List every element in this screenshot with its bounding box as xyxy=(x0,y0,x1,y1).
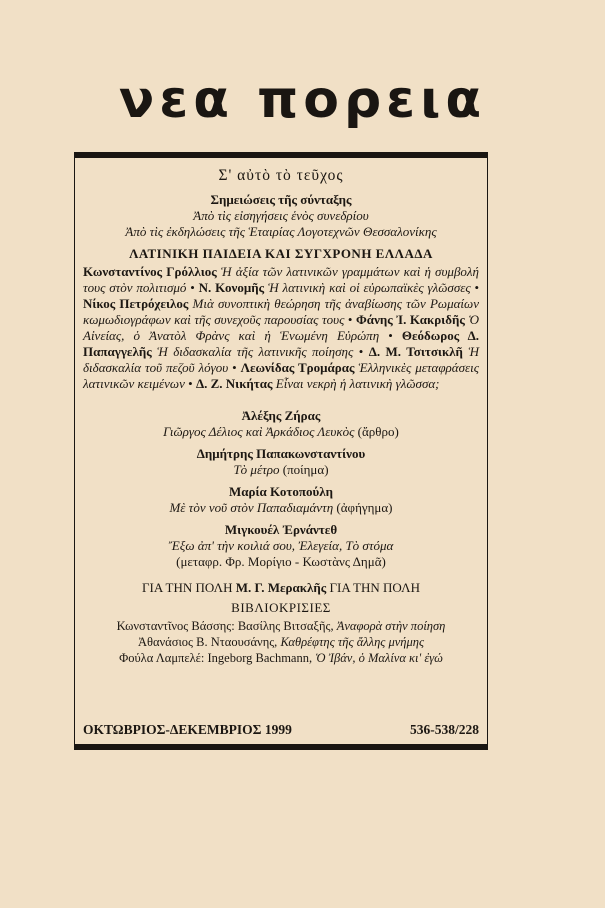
review-reviewer: Κωνσταντῖνος Βάσσης: Βασίλης Βιτσαξῆς, xyxy=(116,619,334,633)
editorial-notes xyxy=(83,192,479,240)
entry-author: Νίκος Πετρόχειλος xyxy=(83,296,189,311)
entry-title: Ἡ ἀξία τῶν λατινικῶν γραμμάτων καὶ ἡ συμβολή τους στὸν πολιτισμό xyxy=(83,264,480,295)
section-title: ΛΑΤΙΝΙΚΗ ΠΑΙΔΕΙΑ ΚΑΙ ΣΥΓΧΡΟΝΗ ΕΛΛΑΔΑ xyxy=(129,246,433,261)
entry-author: Θεόδωρος Δ. Παπαγγελῆς xyxy=(83,328,480,359)
entry-author: Δ. Ζ. Νικήτας xyxy=(195,376,273,391)
entry-title: Ὁ Αἰνείας, ὁ Ἀνατὸλ Φρὰνς καὶ ἡ Ἑνωμένη Εὐρώπη xyxy=(83,312,480,343)
review-book: Ὁ Ἰβάν, ὁ Μαλίνα κι' ἐγώ xyxy=(315,651,443,665)
review-item xyxy=(83,618,479,634)
issue-number: 536-538/228 xyxy=(410,722,479,737)
article-title: Γιῶργος Δέλιος καὶ Ἀρκάδιος Λευκὸς xyxy=(163,424,355,439)
review-book: Καθρέφτης τῆς ἄλλης μνήμης xyxy=(280,635,425,649)
entry-title: Ἡ διδασκαλία τῆς λατινικῆς ποίησης xyxy=(157,344,354,359)
article-title: Ἔξω ἀπ' τὴν κοιλιά σου, Ἐλεγεία, Τὸ στόμα xyxy=(168,538,394,553)
entry-title: Μιὰ συνοπτικὴ θεώρηση τῆς ἀναβίωσης τῶν Ρωμαίων κωμωδιογράφων καὶ τῆς συνεχοῦς παρουσίας τους xyxy=(83,296,479,327)
review-reviewer: Φούλα Λαμπελέ: Ingeborg Bachmann, xyxy=(119,651,313,665)
bullet-separator: • xyxy=(190,280,195,295)
polis-author: Μ. Γ. Μερακλῆς xyxy=(235,580,327,595)
bullet-separator: • xyxy=(347,312,353,327)
issue-footer xyxy=(83,722,479,738)
review-reviewer: Ἀθανάσιος Β. Νταουσάνης, xyxy=(137,635,278,649)
bullet-separator: • xyxy=(474,280,480,295)
entry-title: Ἡ λατινικὴ καὶ οἱ εὐρωπαϊκὲς γλῶσσες xyxy=(267,280,471,295)
bullet-separator: • xyxy=(388,328,393,343)
bullet-separator: • xyxy=(358,344,364,359)
article-author: Ἀλέξης Ζήρας xyxy=(241,408,321,423)
article-note: (ἀφήγημα) xyxy=(336,500,393,515)
review-item xyxy=(83,634,479,650)
issue-date: ΟΚΤΩΒΡΙΟΣ-ΔΕΚΕΜΒΡΙΟΣ 1999 xyxy=(83,722,292,737)
article-title: Τὸ μέτρο xyxy=(233,462,280,477)
for-the-city xyxy=(83,580,479,596)
article-note: (μεταφρ. Φρ. Μορίγιο - Κωστὰνς Δημᾶ) xyxy=(176,554,386,569)
entry-author: Λεωνίδας Τρομάρας xyxy=(240,360,355,375)
reviews-title: ΒΙΒΛΙΟΚΡΙΣΙΕΣ xyxy=(231,600,331,615)
contents-box xyxy=(74,152,488,750)
notes-line-1: Ἀπὸ τὶς εἰσηγήσεις ἑνὸς συνεδρίου xyxy=(193,208,369,223)
article-author: Δημήτρης Παπακωνσταντίνου xyxy=(196,446,366,461)
section-entries xyxy=(83,264,479,392)
polis-right: ΓΙΑ ΤΗΝ ΠΟΛΗ xyxy=(329,580,420,595)
entry-author: Κωνσταντίνος Γρόλλιος xyxy=(83,264,217,279)
article-papakonstantinou xyxy=(83,446,479,478)
entry-title: Ἡ διδασκαλία τοῦ πεζοῦ λόγου xyxy=(83,344,480,375)
reviews-list xyxy=(83,618,479,666)
entry-title: Ἑλληνικὲς μεταφράσεις λατινικῶν κειμένων xyxy=(83,360,480,391)
article-author: Μιγκουέλ Ἐρνάντεθ xyxy=(224,522,338,537)
article-hernandez xyxy=(83,522,479,570)
polis-left: ΓΙΑ ΤΗΝ ΠΟΛΗ xyxy=(142,580,233,595)
bullet-separator: • xyxy=(232,360,237,375)
article-title: Μὲ τὸν νοῦ στὸν Παπαδιαμάντη xyxy=(169,500,334,515)
entry-author: Φάνης Ἰ. Κακριδῆς xyxy=(356,312,465,327)
review-item xyxy=(83,650,479,666)
article-note: (ἄρθρο) xyxy=(357,424,399,439)
entry-title: Εἶναι νεκρὴ ἡ λατινικὴ γλῶσσα; xyxy=(275,376,440,391)
entry-author: Ν. Κονομῆς xyxy=(198,280,265,295)
contents-heading: Σ' αὐτὸ τὸ τεῦχος xyxy=(218,167,344,184)
review-book: Ἀναφορὰ στὴν ποίηση xyxy=(336,619,446,633)
article-author: Μαρία Κοτοπούλη xyxy=(228,484,333,499)
article-kotopouli xyxy=(83,484,479,516)
magazine-title: νεα πορεια xyxy=(118,70,487,130)
article-note: (ποίημα) xyxy=(282,462,329,477)
notes-line-2: Ἀπὸ τὶς ἐκδηλώσεις τῆς Ἑταιρίας Λογοτεχνῶν Θεσσαλονίκης xyxy=(125,224,437,239)
bullet-separator: • xyxy=(188,376,193,391)
entry-author: Δ. Μ. Τσιτσικλῆ xyxy=(368,344,463,359)
article-ziras xyxy=(83,408,479,440)
notes-title: Σημειώσεις τῆς σύνταξης xyxy=(210,192,352,207)
